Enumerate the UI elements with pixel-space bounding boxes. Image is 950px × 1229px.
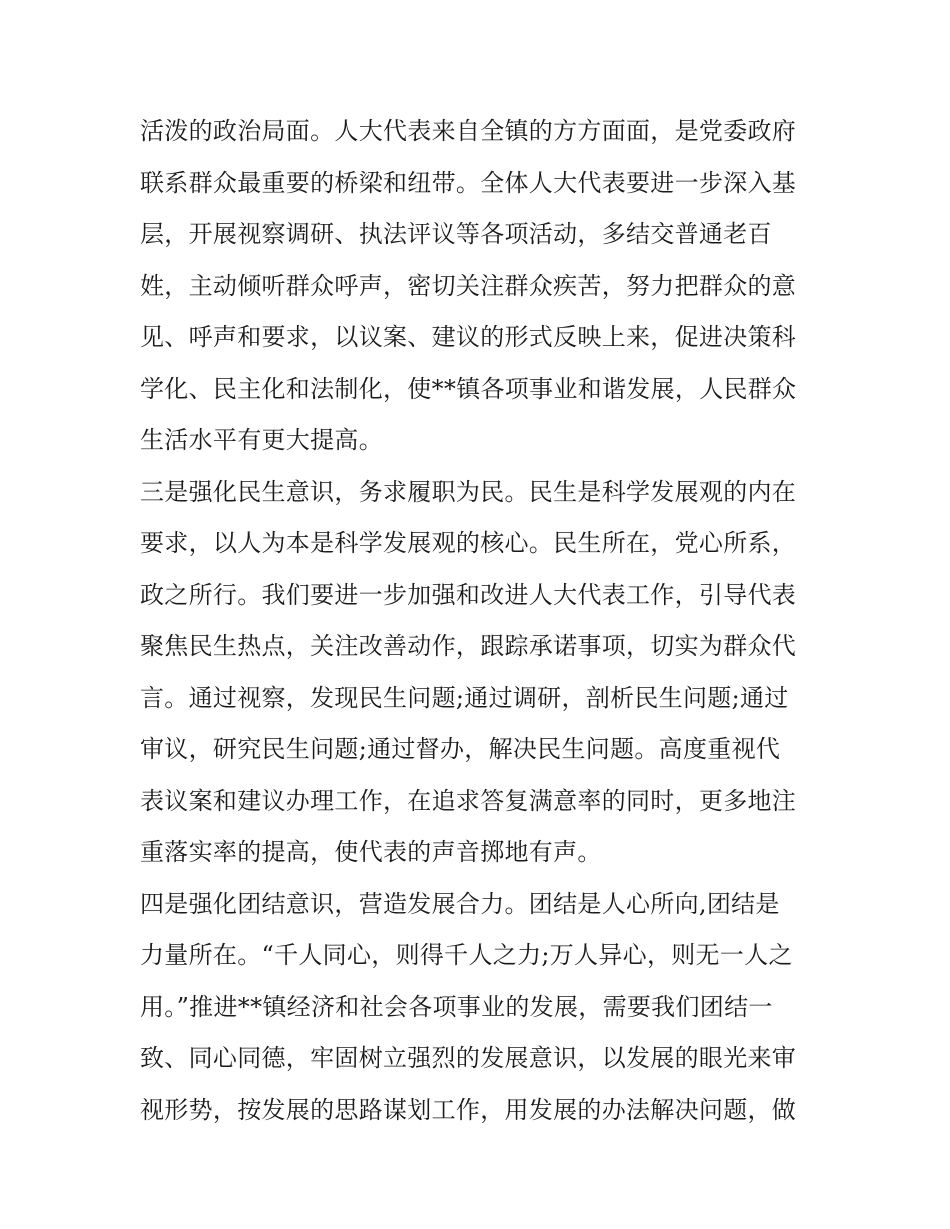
text-line: 政之所行。我们要进一步加强和改进人大代表工作，引导代表: [140, 580, 797, 609]
text-line: 层，开展视察调研、执法评议等各项活动，多结交普通老百: [140, 220, 772, 248]
paragraph-start-line: 四是强化团结意识，营造发展合力。团结是人心所向,团结是: [140, 889, 780, 918]
body-text: [140, 106, 820, 1136]
text-line: 聚焦民生热点，关注改善动作，跟踪承诺事项，切实为群众代: [140, 632, 797, 660]
paragraph-start-line: 三是强化民生意识，务求履职为民。民生是科学发展观的内在: [140, 477, 797, 506]
text-line: 言。通过视察，发现民生问题;通过调研，剖析民生问题;通过: [140, 683, 789, 712]
text-line: 活泼的政治局面。人大代表来自全镇的方方面面，是党委政府: [140, 117, 797, 145]
text-line: 视形势，按发展的思路谋划工作，用发展的办法解决问题，做: [140, 1095, 797, 1124]
text-line: 姓，主动倾听群众呼声，密切关注群众疾苦，努力把群众的意: [140, 271, 797, 300]
text-line: 学化、民主化和法制化，使**镇各项事业和谐发展，人民群众: [140, 374, 797, 403]
text-line: 力量所在。“千人同心，则得千人之力;万人异心，则无一人之: [140, 941, 793, 969]
text-line: 致、同心同德，牢固树立强烈的发展意识，以发展的眼光来审: [140, 1044, 797, 1072]
text-line: 联系群众最重要的桥梁和纽带。全体人大代表要进一步深入基: [140, 168, 797, 197]
text-line: 生活水平有更大提高。: [140, 426, 383, 454]
text-line: 用。”推进**镇经济和社会各项事业的发展，需要我们团结一: [140, 992, 773, 1021]
text-line: 审议，研究民生问题;通过督办，解决民生问题。高度重视代: [140, 735, 781, 763]
text-line: 见、呼声和要求，以议案、建议的形式反映上来，促进决策科: [140, 323, 797, 351]
text-line: 重落实率的提高，使代表的声音掷地有声。: [140, 838, 602, 866]
text-line: 要求，以人为本是科学发展观的核心。民生所在，党心所系，: [140, 529, 797, 557]
text-line: 表议案和建议办理工作，在追求答复满意率的同时，更多地注: [140, 786, 797, 815]
